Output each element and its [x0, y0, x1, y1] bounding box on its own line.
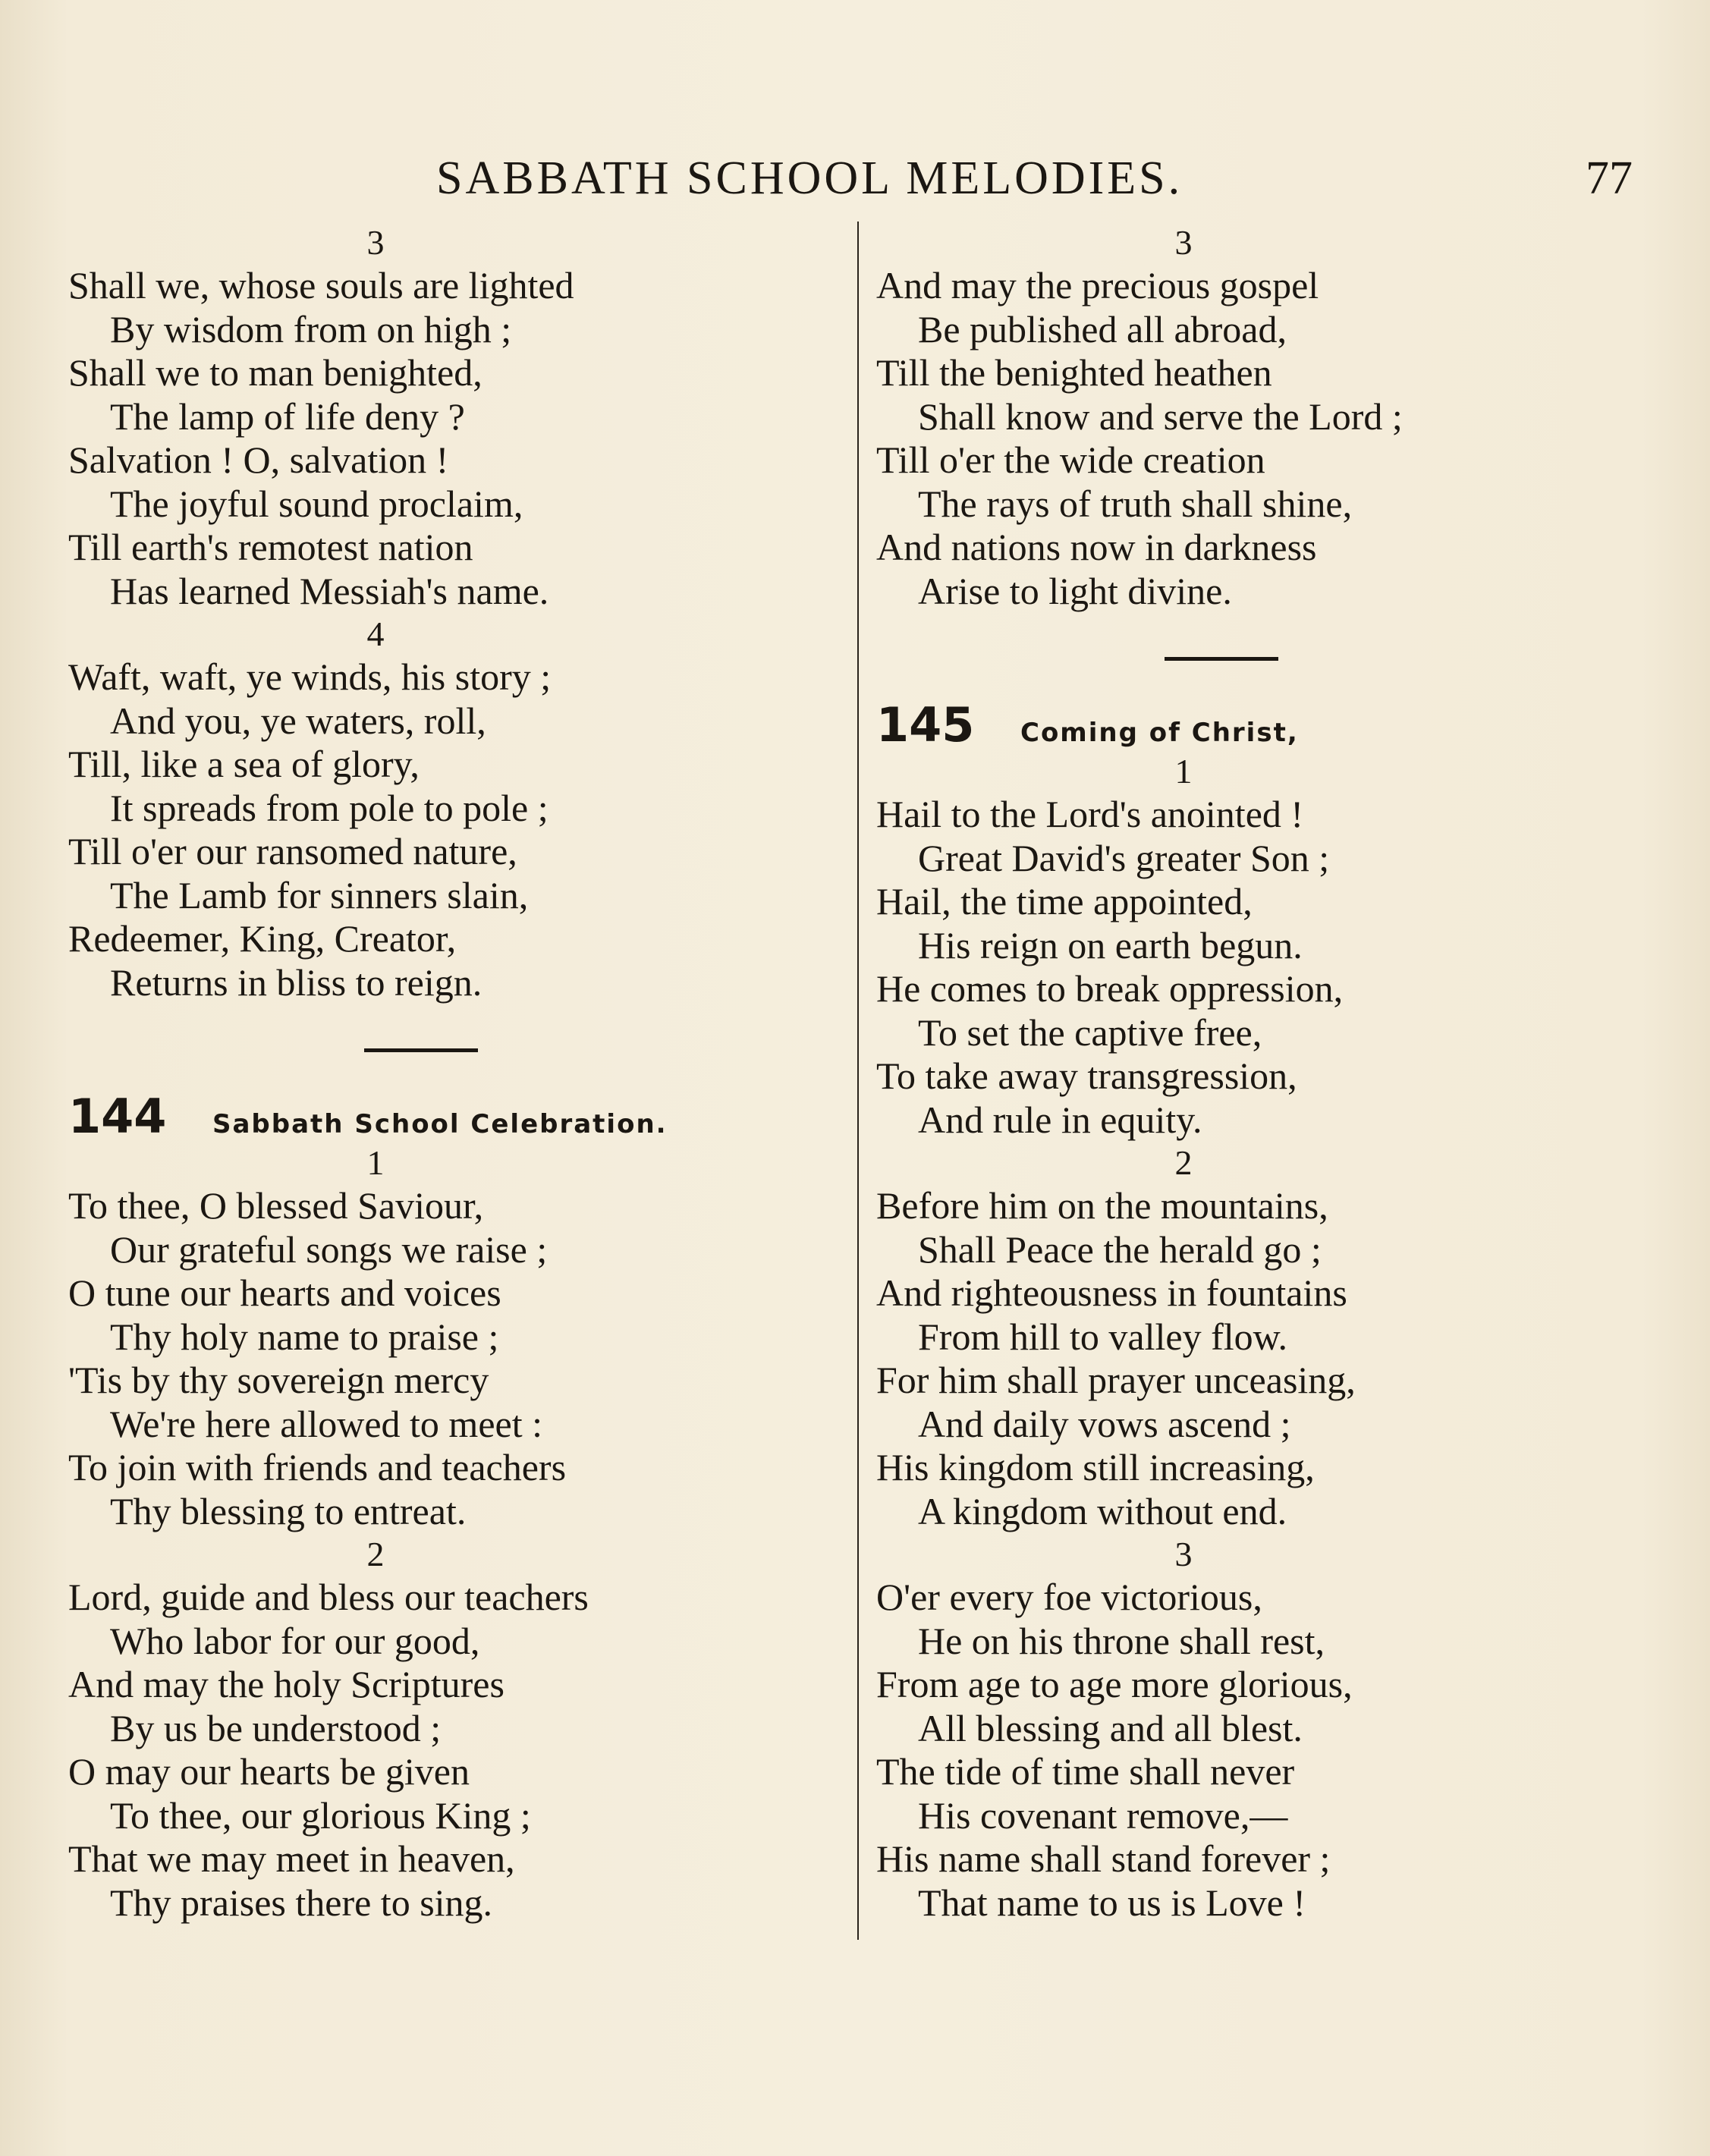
verse-line: Hail, the time appointed,: [876, 880, 1253, 922]
verse-line: To thee, O blessed Saviour,: [68, 1184, 484, 1227]
stanza-number: 1: [1174, 752, 1193, 790]
verse-line: Our grateful songs we raise ;: [110, 1227, 548, 1271]
verse-line: It spreads from pole to pole ;: [110, 786, 549, 829]
hymn-number: 144: [68, 1089, 167, 1144]
verse-line: That we may meet in heaven,: [68, 1837, 515, 1880]
verse-line: And righteousness in fountains: [876, 1271, 1347, 1314]
stanza: [68, 1142, 827, 1533]
verse-line: From age to age more glorious,: [876, 1663, 1353, 1705]
verse-line: From hill to valley flow.: [918, 1315, 1287, 1358]
verse-line: And you, ye waters, roll,: [110, 699, 486, 742]
stanza: [68, 1533, 827, 1925]
verse-line: Thy blessing to entreat.: [110, 1489, 467, 1532]
verse-line: To take away transgression,: [876, 1054, 1297, 1097]
verse-line: A kingdom without end.: [918, 1489, 1287, 1532]
verse-line: Shall Peace the herald go ;: [918, 1227, 1322, 1271]
verse-line: Salvation ! O, salvation !: [68, 438, 449, 481]
verse-line: His reign on earth begun.: [918, 923, 1303, 966]
verse-line: And may the holy Scriptures: [68, 1663, 505, 1705]
verse-line: For him shall prayer unceasing,: [876, 1359, 1356, 1401]
column-divider: [857, 222, 859, 1940]
verse-line: 'Tis by thy sovereign mercy: [68, 1359, 489, 1401]
stanza: [68, 222, 827, 613]
hymn-title: Sabbath School Celebration.: [212, 1109, 668, 1139]
hymn-number: 145: [876, 697, 975, 753]
verse-line: To join with friends and teachers: [68, 1446, 567, 1488]
stanza-number: 3: [1174, 1535, 1193, 1573]
verse-line: Redeemer, King, Creator,: [68, 917, 457, 960]
verse-line: And daily vows ascend ;: [918, 1402, 1291, 1445]
hymn-title: Coming of Christ,: [1020, 718, 1299, 748]
stanza: [876, 750, 1635, 1142]
verse-line: His covenant remove,—: [918, 1793, 1288, 1837]
verse-line: O'er every foe victorious,: [876, 1576, 1262, 1618]
verse-line: Thy holy name to praise ;: [110, 1315, 499, 1358]
stanza-number: 3: [1174, 223, 1193, 262]
verse-line: Shall we to man benighted,: [68, 351, 483, 394]
verse-line: All blessing and all blest.: [918, 1706, 1303, 1749]
running-header: SABBATH SCHOOL MELODIES.: [436, 152, 1183, 204]
stanza: [876, 1142, 1635, 1533]
verse-line: Till the benighted heathen: [876, 351, 1272, 394]
verse-line: Shall know and serve the Lord ;: [918, 394, 1403, 438]
verse-line: Who labor for our good,: [110, 1619, 480, 1662]
verse-line: The rays of truth shall shine,: [918, 482, 1353, 525]
left-column: [68, 222, 827, 1925]
verse-line: Lord, guide and bless our teachers: [68, 1576, 589, 1618]
verse-line: And rule in equity.: [918, 1098, 1202, 1141]
verse-line: O may our hearts be given: [68, 1750, 470, 1793]
section-rule: [1165, 657, 1278, 661]
verse-line: Shall we, whose souls are lighted: [68, 264, 574, 306]
verse-line: Till earth's remotest nation: [68, 526, 473, 568]
verse-line: His name shall stand forever ;: [876, 1837, 1331, 1880]
verse-line: Till, like a sea of glory,: [68, 743, 420, 785]
verse-line: Arise to light divine.: [918, 569, 1232, 612]
verse-line: And may the precious gospel: [876, 264, 1319, 306]
verse-line: The Lamb for sinners slain,: [110, 873, 529, 916]
verse-line: To thee, our glorious King ;: [110, 1793, 531, 1837]
stanza-number: 2: [1174, 1143, 1193, 1182]
hymn-heading: [68, 1089, 827, 1142]
stanza-number: 3: [366, 223, 385, 262]
verse-line: His kingdom still increasing,: [876, 1446, 1315, 1488]
verse-line: He on his throne shall rest,: [918, 1619, 1325, 1662]
stanza: [68, 613, 827, 1004]
verse-line: By us be understood ;: [110, 1706, 442, 1749]
verse-line: Till o'er the wide creation: [876, 438, 1265, 481]
section-rule: [364, 1048, 478, 1052]
verse-line: Till o'er our ransomed nature,: [68, 830, 517, 872]
verse-line: Be published all abroad,: [918, 307, 1287, 350]
verse-line: To set the captive free,: [918, 1010, 1262, 1054]
verse-line: The tide of time shall never: [876, 1750, 1295, 1793]
verse-line: We're here allowed to meet :: [110, 1402, 542, 1445]
hymn-heading: [876, 697, 1635, 753]
verse-line: Before him on the mountains,: [876, 1184, 1328, 1227]
verse-line: And nations now in darkness: [876, 526, 1317, 568]
page-number: 77: [1586, 152, 1633, 204]
verse-line: By wisdom from on high ;: [110, 307, 512, 350]
right-column: [876, 222, 1635, 1925]
stanza-number: 2: [366, 1535, 385, 1573]
verse-line: Has learned Messiah's name.: [110, 569, 549, 612]
verse-line: He comes to break oppression,: [876, 967, 1344, 1010]
stanza-number: 1: [366, 1143, 385, 1182]
stanza-number: 4: [366, 614, 385, 653]
verse-line: The joyful sound proclaim,: [110, 482, 523, 525]
verse-line: Hail to the Lord's anointed !: [876, 793, 1304, 835]
verse-line: O tune our hearts and voices: [68, 1271, 501, 1314]
verse-line: Waft, waft, ye winds, his story ;: [68, 655, 552, 698]
verse-line: That name to us is Love !: [918, 1881, 1306, 1924]
stanza: [876, 1533, 1635, 1925]
verse-line: Great David's greater Son ;: [918, 836, 1330, 879]
stanza: [876, 222, 1635, 613]
verse-line: The lamp of life deny ?: [110, 394, 465, 438]
verse-line: Returns in bliss to reign.: [110, 960, 483, 1004]
verse-line: Thy praises there to sing.: [110, 1881, 493, 1924]
